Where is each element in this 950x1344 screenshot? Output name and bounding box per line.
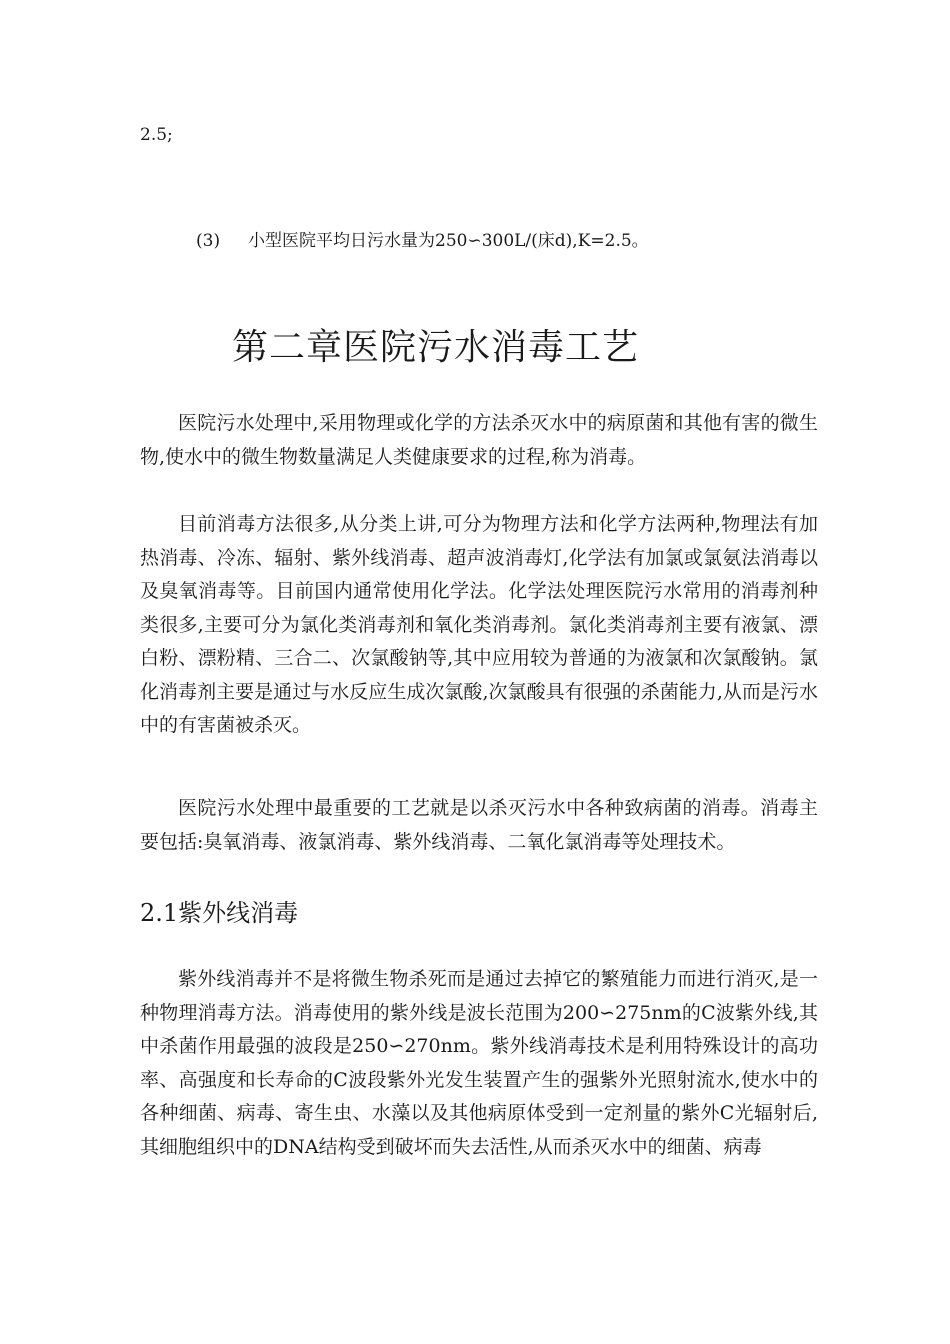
- continued-fragment: 2.5;: [140, 125, 173, 145]
- paragraph-uv-disinfection: 紫外线消毒并不是将微生物杀死而是通过去掉它的繁殖能力而进行消灭,是一种物理消毒方法。消毒使用的紫外线是波长范围为200∽275nm的C波紫外线,其中杀菌作用最强的波段是250∽270nm。紫外线消毒技术是利用特殊设计的高功率、高强度和长寿命的C波段紫外光发生装置产生的强紫外光照射流水,使水中的各种细菌、病毒、寄生虫、水藻以及其他病原体受到一定剂量的紫外C光辐射后,其细胞组织中的DNA结构受到破坏而失去活性,从而杀灭水中的细菌、病毒: [140, 968, 818, 1158]
- chapter-title: 第二章医院污水消毒工艺: [232, 327, 640, 368]
- list-item-text: 小型医院平均日污水量为250∽300L/(床d),K=2.5。: [248, 231, 649, 251]
- section-title: 2.1紫外线消毒: [140, 899, 299, 927]
- list-item-number: (3): [196, 231, 221, 251]
- paragraph-disinfection-definition: 医院污水处理中,采用物理或化学的方法杀灭水中的病原菌和其他有害的微生物,使水中的微生物数量满足人类健康要求的过程,称为消毒。: [140, 412, 818, 468]
- paragraph-disinfection-methods: 目前消毒方法很多,从分类上讲,可分为物理方法和化学方法两种,物理法有加热消毒、冷冻、辐射、紫外线消毒、超声波消毒灯,化学法有加氯或氯氨法消毒以及臭氧消毒等。目前国内通常使用化学法。化学法处理医院污水常用的消毒剂种类很多,主要可分为氯化类消毒剂和氧化类消毒剂。氯化类消毒剂主要有液氯、漂白粉、漂粉精、三合二、次氯酸钠等,其中应用较为普通的为液氯和次氯酸钠。氯化消毒剂主要是通过与水反应生成次氯酸,次氯酸具有很强的杀菌能力,从而是污水中的有害菌被杀灭。: [140, 513, 818, 736]
- list-item-3: [140, 226, 820, 256]
- paragraph-main-process: 医院污水处理中最重要的工艺就是以杀灭污水中各种致病菌的消毒。消毒主要包括:臭氧消毒、液氯消毒、紫外线消毒、二氧化氯消毒等处理技术。: [140, 797, 818, 853]
